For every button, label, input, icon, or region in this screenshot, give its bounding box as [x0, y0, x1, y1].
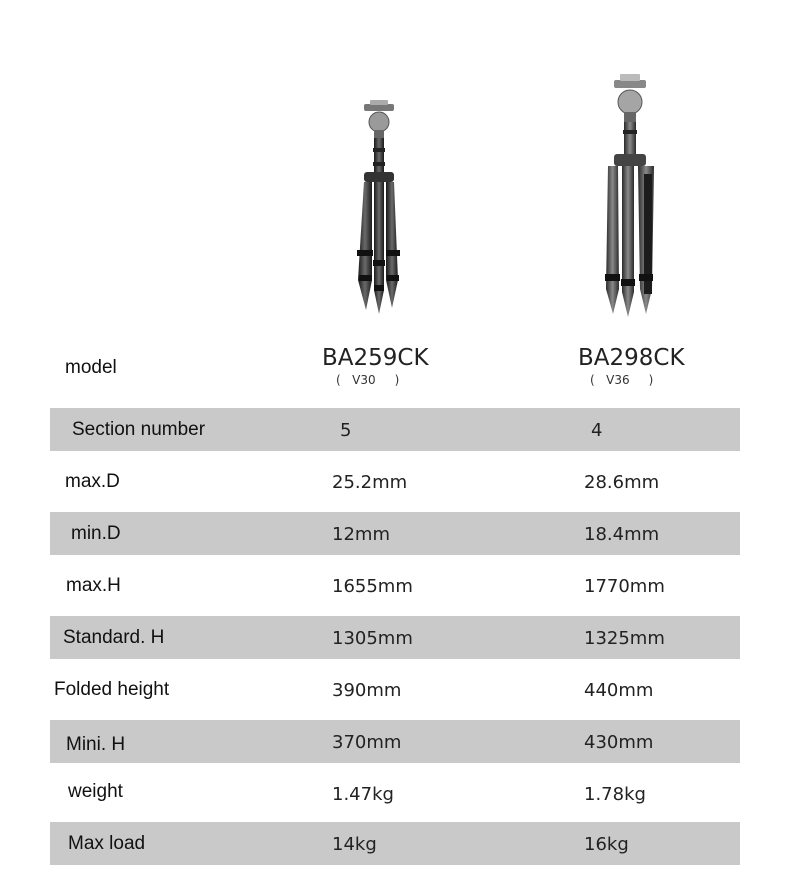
- model-sub-2: ( V36 ): [590, 373, 654, 387]
- spec-value-1: 14kg: [332, 834, 377, 855]
- spec-row-mini-h: [50, 720, 740, 763]
- spec-value-1: 370mm: [332, 732, 402, 753]
- spec-value-2: 1770mm: [584, 576, 665, 597]
- spec-label: max.H: [66, 575, 121, 596]
- spec-value-1: 1655mm: [332, 576, 413, 597]
- spec-value-2: 430mm: [584, 732, 654, 753]
- spec-label: weight: [68, 781, 123, 802]
- spec-value-1: 5: [340, 420, 352, 441]
- tripod-folded-icon: [352, 100, 408, 316]
- spec-label: min.D: [71, 523, 121, 544]
- spec-row-weight: [50, 772, 740, 815]
- spec-row-max-d: [50, 460, 740, 503]
- model-row: [50, 335, 740, 403]
- spec-label: max.D: [65, 471, 120, 492]
- spec-value-1: 25.2mm: [332, 472, 408, 493]
- spec-value-2: 28.6mm: [584, 472, 660, 493]
- spec-value-2: 16kg: [584, 834, 629, 855]
- spec-value-1: 390mm: [332, 680, 402, 701]
- spec-row-section-number: [50, 408, 740, 451]
- tripod-folded-icon: [596, 74, 664, 318]
- spec-value-1: 12mm: [332, 524, 390, 545]
- spec-label: Section number: [72, 419, 206, 440]
- spec-label: Max load: [68, 833, 146, 854]
- spec-value-1: 1.47kg: [332, 784, 394, 805]
- spec-label: Folded height: [54, 679, 170, 700]
- model-name-1: BA259CK: [322, 345, 429, 371]
- spec-value-2: 440mm: [584, 680, 654, 701]
- product-image-ba259ck: [352, 100, 408, 316]
- spec-value-2: 4: [591, 420, 603, 441]
- spec-value-2: 1.78kg: [584, 784, 646, 805]
- spec-row-max-h: [50, 564, 740, 607]
- spec-row-standard-h: [50, 616, 740, 659]
- spec-label: Standard. H: [63, 627, 165, 648]
- spec-row-max-load: [50, 822, 740, 865]
- spec-row-min-d: [50, 512, 740, 555]
- model-sub-1: ( V30 ): [336, 373, 400, 387]
- product-image-ba298ck: [596, 74, 664, 318]
- spec-value-2: 1325mm: [584, 628, 665, 649]
- model-label: model: [65, 357, 117, 378]
- spec-row-folded-height: [50, 668, 740, 711]
- spec-value-2: 18.4mm: [584, 524, 660, 545]
- spec-value-1: 1305mm: [332, 628, 413, 649]
- model-name-2: BA298CK: [578, 345, 685, 371]
- spec-label: Mini. H: [66, 734, 126, 755]
